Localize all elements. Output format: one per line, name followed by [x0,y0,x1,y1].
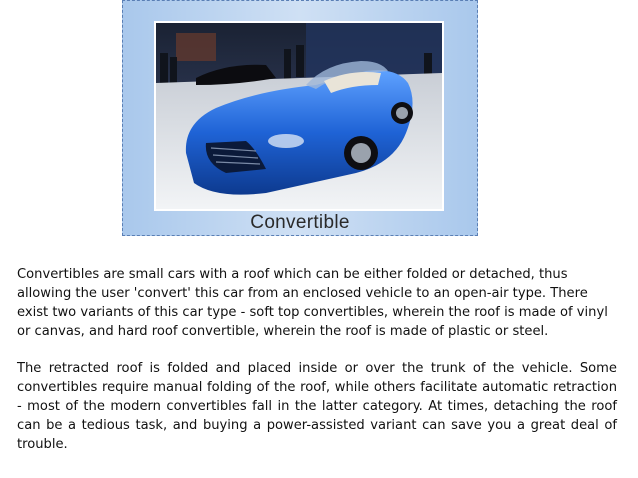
car-illustration [156,23,442,209]
figure-caption: Convertible [250,212,350,233]
car-photo [154,21,444,211]
paragraph-definition: Convertibles are small cars with a roof which can be either folded or detached, thus allowing the user 'convert' this car from an enclosed vehicle to an open-air type. There exist two variants of this car type - soft top convertibles, wherein the roof is made of vinyl or canvas, and hard roof convertible, wherein the roof is made of plastic or steel. [17,267,608,339]
background-booth [176,33,216,61]
article-body [17,265,617,454]
figure-frame [122,0,478,236]
paragraph-roof-retraction: The retracted roof is folded and placed inside or over the trunk of the vehicle. Some convertibles require manual folding of the roof, while others facilitate automatic retraction - most of the modern convertibles fall in the latter category. At times, detaching the roof can be a tedious task, and buying a power-assisted variant can save you a great deal of trouble. [17,361,617,452]
